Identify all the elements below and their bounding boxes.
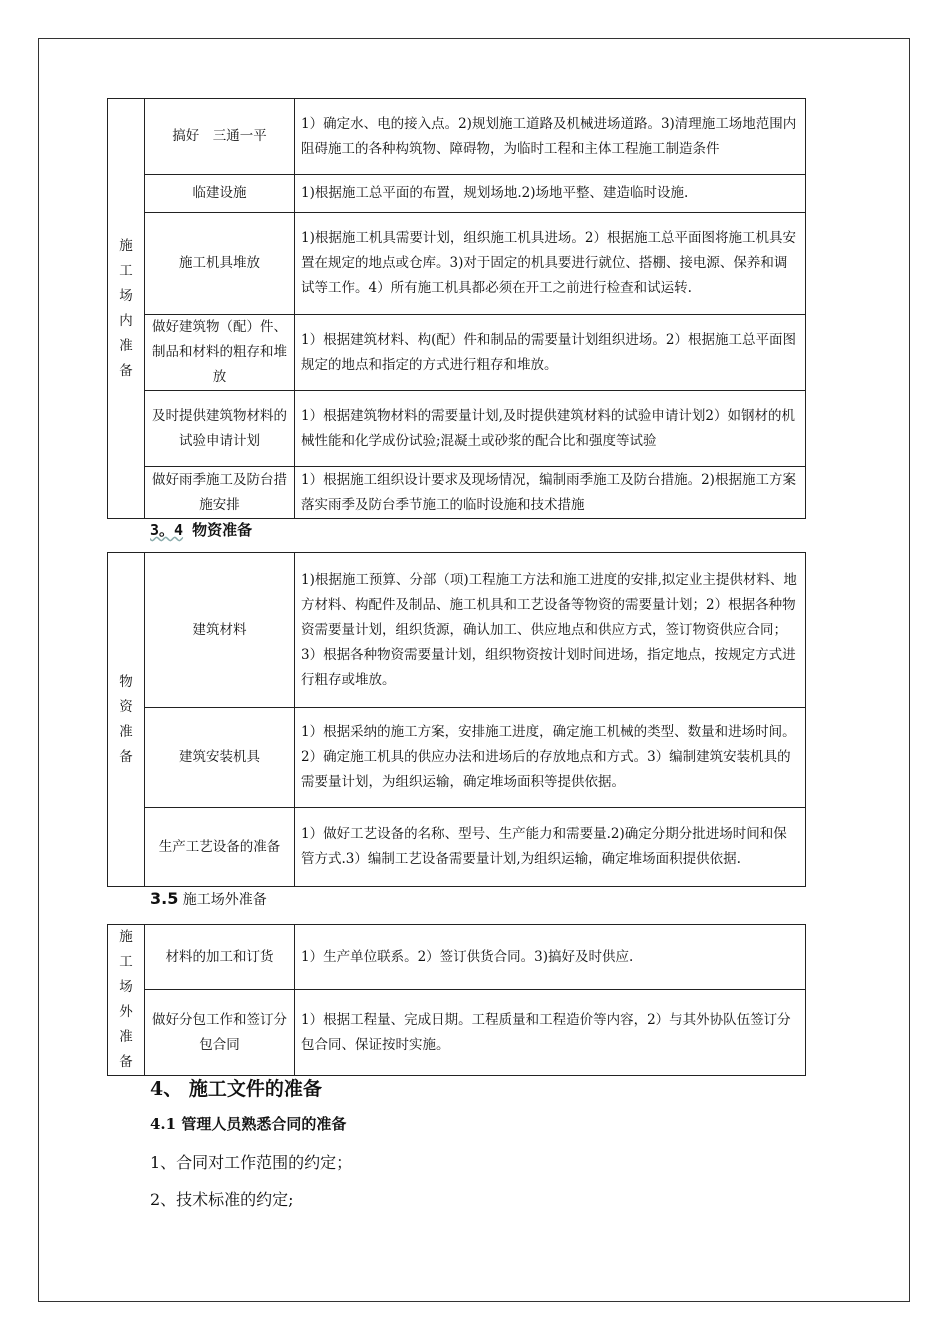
- row-label: 施工机具堆放: [145, 213, 295, 315]
- row-content: 1)根据施工预算、分部（项)工程施工方法和施工进度的安排,拟定业主提供材料、地方材料、构配件及制品、施工机具和工艺设备等物资的需要量计划；2）根据各种物资需要量计划，组织货源，确认加工、供应地点和供应方式，签订物资供应合同；3）根据各种物资需要量计划，组织物资按计划时间进场，指定地点，按规定方式进行粗存或堆放。: [295, 553, 806, 708]
- row-content: 1）生产单位联系。2）签订供货合同。3)搞好及时供应.: [295, 925, 806, 990]
- heading-3-4: 3。4 物资准备: [150, 521, 253, 539]
- row-content: 1)根据施工机具需要计划，组织施工机具进场。2）根据施工总平面图将施工机具安置在规定的地点或仓库。3)对于固定的机具要进行就位、搭棚、接电源、保养和调试等工作。4）所有施工机具都必须在开工之前进行检查和试运转.: [295, 213, 806, 315]
- row-content: 1）确定水、电的接入点。2)规划施工道路及机械进场道路。3)清理施工场地范围内阻碍施工的各种构筑物、障碍物，为临时工程和主体工程施工制造条件: [295, 99, 806, 175]
- row-content: 1)根据施工总平面的布置，规划场地.2)场地平整、建造临时设施.: [295, 175, 806, 213]
- paragraph: 2、技术标准的约定;: [150, 1190, 294, 1209]
- heading-3-5: 3.5 施工场外准备: [150, 889, 267, 908]
- heading-4-1: 4.1 管理人员熟悉合同的准备: [150, 1115, 347, 1133]
- row-content: 1）根据工程量、完成日期。工程质量和工程造价等内容，2）与其外协队伍签订分包合同、保证按时实施。: [295, 990, 806, 1076]
- row-label: 搞好 三通一平: [145, 99, 295, 175]
- row-content: 1）根据施工组织设计要求及现场情况，编制雨季施工及防台措施。2)根据施工方案落实雨季及防台季节施工的临时设施和技术措施: [295, 467, 806, 519]
- row-label: 生产工艺设备的准备: [145, 808, 295, 887]
- group-cell: 物资准备: [108, 553, 145, 887]
- row-label: 建筑安装机具: [145, 708, 295, 808]
- row-label: 临建设施: [145, 175, 295, 213]
- paragraph: 1、合同对工作范围的约定；: [150, 1153, 353, 1172]
- row-label: 及时提供建筑物材料的试验申请计划: [145, 391, 295, 467]
- site-internal-prep-table: [107, 98, 806, 519]
- heading-4: 4、 施工文件的准备: [150, 1078, 322, 1100]
- group-cell: 施工场外准备: [108, 925, 145, 1076]
- row-label: 做好雨季施工及防台措施安排: [145, 467, 295, 519]
- row-label: 建筑材料: [145, 553, 295, 708]
- row-content: 1）做好工艺设备的名称、型号、生产能力和需要量.2)确定分期分批进场时间和保管方式.3）编制工艺设备需要量计划,为组织运输，确定堆场面积提供依据.: [295, 808, 806, 887]
- row-content: 1）根据建筑物材料的需要量计划,及时提供建筑材料的试验申请计划2）如钢材的机械性能和化学成份试验;混凝土或砂浆的配合比和强度等试验: [295, 391, 806, 467]
- group-cell: 施工场内准备: [108, 99, 145, 519]
- row-label: 材料的加工和订货: [145, 925, 295, 990]
- row-content: 1）根据建筑材料、构(配）件和制品的需要量计划组织进场。2）根据施工总平面图规定的地点和指定的方式进行粗存和堆放。: [295, 315, 806, 391]
- row-label: 做好建筑物（配）件、制品和材料的粗存和堆放: [145, 315, 295, 391]
- row-content: 1）根据采纳的施工方案，安排施工进度，确定施工机械的类型、数量和进场时间。2）确定施工机具的供应办法和进场后的存放地点和方式。3）编制建筑安装机具的需要量计划，为组织运输，确定堆场面积等提供依据。: [295, 708, 806, 808]
- site-external-prep-table: [107, 924, 806, 1076]
- row-label: 做好分包工作和签订分包合同: [145, 990, 295, 1076]
- materials-prep-table: [107, 552, 806, 887]
